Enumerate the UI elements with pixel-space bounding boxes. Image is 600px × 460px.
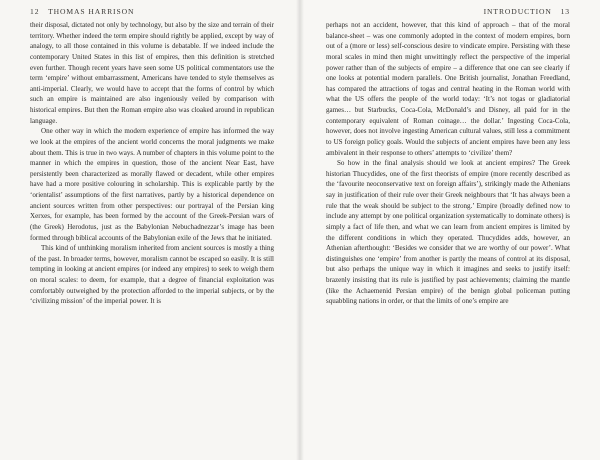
left-paragraph-3: This kind of unthinking moralism inherited from ancient sources is mostly a thing of the past. In broader terms, however, moralism cannot be escaped so easily. It is still tempting in looking at ancient empires (or indeed any empires) to seek to weigh them on moral scales: to deem, for example, that a degree of financial exploitation was comfortably outweighed by the protection afforded to the imperial subjects, or by the ‘civilizing mission’ of the imperial power. It is [30, 244, 274, 306]
right-running-head [326, 7, 570, 20]
left-paragraph-1: their disposal, dictated not only by technology, but also by the size and terrain of their territory. Whether indeed the term empire should rightly be applied, except by way of analogy, to all those contained in this volume is debatable. If we indeed include the contemporary United States in this list of empires, then this definition is stretched even further. Though recent years have seen some US political commentators use the term ‘empire’ without embarrassment, Americans have tended to style themselves as anti-imperial. Clearly, we would have to accept that the forms of control by which such an empire is maintained are also ingeniously veiled by comparison with historical empires. But then the Roman empire also was cloaked around in republican language. [30, 21, 274, 125]
left-body-text [30, 20, 274, 307]
right-page-number: 13 [560, 7, 570, 16]
right-page [300, 0, 600, 460]
right-paragraph-2: So how in the final analysis should we look at ancient empires? The Greek historian Thucydides, one of the first theorists of empire (more recently described as the ‘favourite neoconservative text on foreign affairs’), strikingly made the Athenians say in justification of their rule over their Greek neighbours that ‘It has always been a rule that the weak should be subject to the strong.’ Empire (broadly defined now to include any attempt by one political organization systematically to dominate others) is simply a fact of life then, and what we can learn from ancient empires is limited by the different conditions in which they operated. Thucydides adds, however, an Athenian afterthought: ‘Besides we consider that we are worthy of our power’. What distinguishes one ‘empire’ from another is partly the means of control at its disposal, but also perhaps the unique way in which it imagines and seeks to justify itself: brazenly insisting that its rule is justified by past achievements; claiming the mantle (like the Achaemenid Persian empire) of the benign global policeman putting squabbling nations in order, or that the limits of one’s empire are [326, 159, 570, 306]
right-body-text [326, 20, 570, 307]
right-running-head-title: INTRODUCTION [483, 7, 552, 16]
left-running-head [30, 7, 274, 20]
left-page-number: 12 [30, 7, 40, 16]
left-running-head-title: THOMAS HARRISON [48, 7, 135, 16]
left-paragraph-2: One other way in which the modern experience of empire has informed the way we look at the empires of the ancient world concerns the moral judgments we make about them. This is true in two ways. A number of chapters in this volume point to the manner in which the empires in question, those of the ancient Near East, have persistently been characterized as morally flawed or decadent, while other empires have had a more positive colouring in scholarship. This is explicable partly by the ‘orientalist’ assumptions of the first narratives, partly by a historical dependence on ancient sources written from other perspectives: our portrayal of the Persian king Xerxes, for example, has been formed by the account of the Greek-Persian wars of (the Greek) Herodotus, just as the Babylonian Nebuchadnezzar’s image has been formed through biblical accounts of the Babylonian exile of the Jews that he initiated. [30, 127, 274, 242]
right-paragraph-1: perhaps not an accident, however, that this kind of approach – that of the moral balance-sheet – was one commonly adopted in the context of modern empires, born out of a (more or less) self-conscious desire to vindicate empire. Persisting with these moral scales in mind then might unwittingly reflect the perspective of the imperial power rather than of the subjects of empire – a difference that one can see clearly if one looks at potential modern parallels. One British journalist, Jonathan Freedland, has compared the attractions of togas and central heating in the Roman world with what the US offers the people of the world today: ‘It’s not togas or gladiatorial games… but Starbucks, Coca-Cola, McDonald’s and Disney, all paid for in the contemporary equivalent of Roman coinage… the dollar.’ Ingesting Coca-Cola, however, does not involve ingesting American cultural values, still less a commitment to US foreign policy goals. Would the subjects of ancient empires have been any less ambivalent in their response to others’ attempts to ‘civilize’ them? [326, 21, 570, 157]
